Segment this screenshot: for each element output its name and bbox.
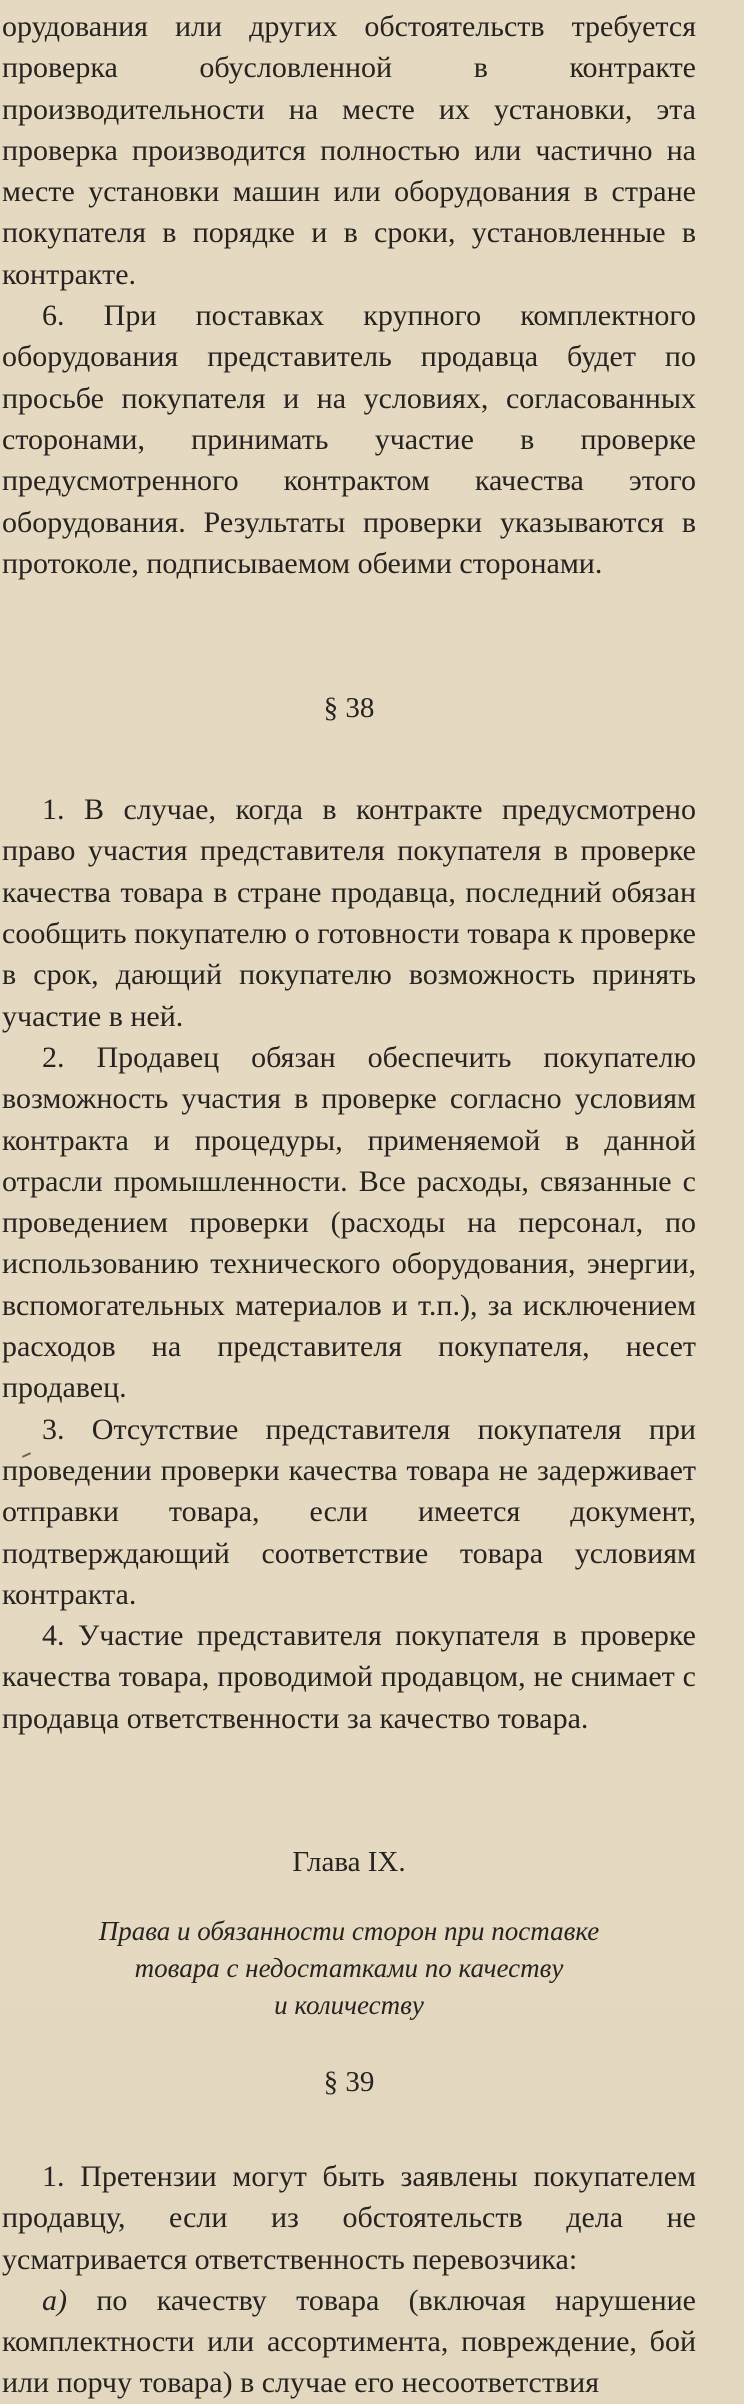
- chapter-subtitle-line: товара с недостатками по качеству: [134, 1952, 564, 1983]
- item-label: а): [42, 2283, 67, 2317]
- paragraph-6: 6. При поставках крупного комплектного оборудования представитель продавца будет по просьбе покупателя и на условиях, согласованных сторонами, принимать участие в проверке предусмотренного контрактом качества этого оборудования. Результаты проверки указываются в протоколе, подписываемом обеими сторонами.: [2, 299, 696, 580]
- section-38-heading: § 38: [323, 692, 375, 725]
- section-39-paragraph-2: [2, 2280, 696, 2404]
- section-39-heading: § 39: [323, 2065, 375, 2098]
- item-text: по качеству товара (включая нарушение комплектности или ассортимента, повреждение, бой или порчу товара) в случае его несоответствия: [2, 2283, 696, 2400]
- chapter-subtitle: [2, 1913, 696, 2024]
- chapter-subtitle-line: Права и обязанности сторон при поставке: [98, 1915, 600, 1946]
- chapter-subtitle-line: и количеству: [274, 1989, 424, 2020]
- section-38-paragraph-3: 3. Отсутствие представителя покупателя при проведении проверки качества товара не задерживает отправки товара, если имеется документ, подтверждающий соответствие товара условиям контракта.: [2, 1412, 696, 1611]
- section-39-paragraph-1: 1. Претензии могут быть заявлены покупателем продавцу, если из обстоятельств дела не усматривается ответственность перевозчика:: [2, 2159, 696, 2276]
- paragraph-continuation: орудования или других обстоятельств требуется проверка обусловленной в контракте производительности на месте их установки, эта проверка производится полностью или частично на месте установки машин или оборудования в стране покупателя в порядке и в сроки, установленные в контракте.: [2, 10, 696, 291]
- section-38-paragraph-1: 1. В случае, когда в контракте предусмотрено право участия представителя покупателя в проверке качества товара в стране продавца, последний обязан сообщить покупателю о готовности товара к проверке в срок, дающий покупателю возможность принять участие в ней.: [2, 793, 696, 1033]
- section-38-paragraph-4: 4. Участие представителя покупателя в проверке качества товара, проводимой продавцом, не снимает с продавца ответственности за качество товара.: [2, 1619, 696, 1735]
- text-column: [2, 6, 696, 2404]
- chapter-title: Глава IX.: [292, 1845, 406, 1878]
- section-38-paragraph-2: 2. Продавец обязан обеспечить покупателю возможность участия в проверке согласно условиям контракта и процедуры, применяемой в данной отрасли промышленности. Все расходы, связанные с проведением проверки (расходы на персонал, по использованию технического оборудования, энергии, вспомогательных материалов и т.п.), за исключением расходов на представителя покупателя, несет продавец.: [2, 1040, 696, 1405]
